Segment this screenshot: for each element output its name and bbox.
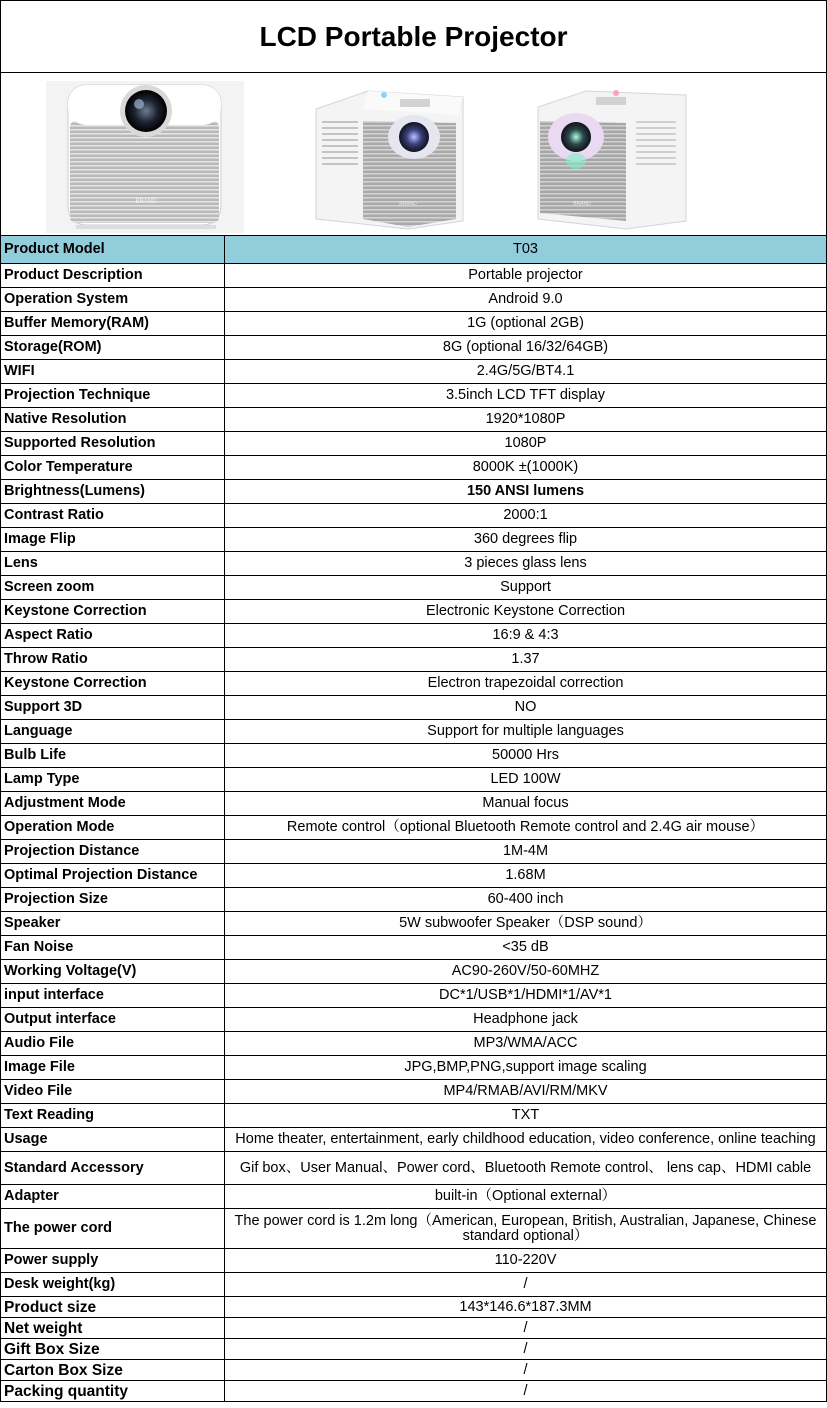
spec-row xyxy=(1,648,827,672)
spec-value: LED 100W xyxy=(225,768,827,792)
spec-value: AC90-260V/50-60MHZ xyxy=(225,960,827,984)
spec-label: The power cord xyxy=(1,1209,225,1249)
spec-value: 8G (optional 16/32/64GB) xyxy=(225,336,827,360)
spec-row xyxy=(1,336,827,360)
spec-label: Projection Technique xyxy=(1,384,225,408)
spec-label: Storage(ROM) xyxy=(1,336,225,360)
spec-value: Portable projector xyxy=(225,264,827,288)
spec-row xyxy=(1,432,827,456)
spec-row xyxy=(1,1339,827,1360)
spec-value: 1M-4M xyxy=(225,840,827,864)
spec-row xyxy=(1,696,827,720)
spec-value: / xyxy=(225,1339,827,1360)
spec-value: JPG,BMP,PNG,support image scaling xyxy=(225,1056,827,1080)
spec-label: Gift Box Size xyxy=(1,1339,225,1360)
spec-row xyxy=(1,288,827,312)
projector-angle-image-1 xyxy=(308,81,470,233)
spec-label: Working Voltage(V) xyxy=(1,960,225,984)
spec-label: Brightness(Lumens) xyxy=(1,480,225,504)
spec-label: Supported Resolution xyxy=(1,432,225,456)
spec-value: 150 ANSI lumens xyxy=(225,480,827,504)
svg-text:BRAND: BRAND xyxy=(135,199,157,205)
spec-label: Adjustment Mode xyxy=(1,792,225,816)
spec-label: Aspect Ratio xyxy=(1,624,225,648)
spec-value: <35 dB xyxy=(225,936,827,960)
spec-label: Image File xyxy=(1,1056,225,1080)
spec-row xyxy=(1,792,827,816)
spec-label: Net weight xyxy=(1,1318,225,1339)
spec-row xyxy=(1,1152,827,1185)
spec-row xyxy=(1,600,827,624)
spec-value: 3 pieces glass lens xyxy=(225,552,827,576)
spec-value: 8000K ±(1000K) xyxy=(225,456,827,480)
spec-value: / xyxy=(225,1381,827,1402)
spec-value: 3.5inch LCD TFT display xyxy=(225,384,827,408)
spec-row xyxy=(1,1381,827,1402)
spec-value: Manual focus xyxy=(225,792,827,816)
spec-value: T03 xyxy=(225,236,827,264)
title-row xyxy=(0,0,827,72)
spec-value: built-in（Optional external） xyxy=(225,1185,827,1209)
spec-row xyxy=(1,264,827,288)
spec-row xyxy=(1,504,827,528)
spec-row xyxy=(1,528,827,552)
spec-value: 16:9 & 4:3 xyxy=(225,624,827,648)
spec-value: 1080P xyxy=(225,432,827,456)
spec-label: Projection Distance xyxy=(1,840,225,864)
spec-label: Buffer Memory(RAM) xyxy=(1,312,225,336)
spec-value: 1.68M xyxy=(225,864,827,888)
spec-label: Standard Accessory xyxy=(1,1152,225,1185)
spec-value: Support xyxy=(225,576,827,600)
spec-value: Gif box、User Manual、Power cord、Bluetooth Remote control、 lens cap、HDMI cable xyxy=(225,1152,827,1185)
spec-row xyxy=(1,984,827,1008)
spec-value: Android 9.0 xyxy=(225,288,827,312)
spec-value: Electron trapezoidal correction xyxy=(225,672,827,696)
spec-value: The power cord is 1.2m long（American, European, British, Australian, Japanese, Chinese standard optional） xyxy=(225,1209,827,1249)
spec-label: Output interface xyxy=(1,1008,225,1032)
spec-row xyxy=(1,1185,827,1209)
spec-label: Audio File xyxy=(1,1032,225,1056)
spec-value: 5W subwoofer Speaker（DSP sound） xyxy=(225,912,827,936)
spec-value: TXT xyxy=(225,1104,827,1128)
spec-value: NO xyxy=(225,696,827,720)
spec-row xyxy=(1,1360,827,1381)
page-title: LCD Portable Projector xyxy=(259,20,568,52)
spec-row xyxy=(1,744,827,768)
spec-value: 2000:1 xyxy=(225,504,827,528)
svg-text:BRAND: BRAND xyxy=(573,201,591,207)
spec-label: Projection Size xyxy=(1,888,225,912)
spec-value: 1.37 xyxy=(225,648,827,672)
spec-row xyxy=(1,1297,827,1318)
spec-row xyxy=(1,912,827,936)
spec-value: MP4/RMAB/AVI/RM/MKV xyxy=(225,1080,827,1104)
spec-label: Screen zoom xyxy=(1,576,225,600)
spec-table xyxy=(0,235,827,1402)
spec-label: Video File xyxy=(1,1080,225,1104)
spec-label: Language xyxy=(1,720,225,744)
spec-label: Usage xyxy=(1,1128,225,1152)
spec-label: Keystone Correction xyxy=(1,672,225,696)
spec-row xyxy=(1,936,827,960)
spec-row xyxy=(1,768,827,792)
spec-value: / xyxy=(225,1360,827,1381)
spec-label: Native Resolution xyxy=(1,408,225,432)
spec-row xyxy=(1,312,827,336)
spec-label: Contrast Ratio xyxy=(1,504,225,528)
spec-label: Product size xyxy=(1,1297,225,1318)
spec-label: Operation Mode xyxy=(1,816,225,840)
spec-label: Bulb Life xyxy=(1,744,225,768)
spec-row xyxy=(1,480,827,504)
spec-label: Carton Box Size xyxy=(1,1360,225,1381)
spec-label: Adapter xyxy=(1,1185,225,1209)
spec-row xyxy=(1,552,827,576)
spec-row xyxy=(1,1080,827,1104)
spec-value: Support for multiple languages xyxy=(225,720,827,744)
spec-value: 1920*1080P xyxy=(225,408,827,432)
projector-front-image xyxy=(46,81,244,233)
spec-row xyxy=(1,1008,827,1032)
spec-label: Fan Noise xyxy=(1,936,225,960)
spec-label: Keystone Correction xyxy=(1,600,225,624)
spec-value: DC*1/USB*1/HDMI*1/AV*1 xyxy=(225,984,827,1008)
spec-label: Text Reading xyxy=(1,1104,225,1128)
spec-value: Remote control（optional Bluetooth Remote control and 2.4G air mouse） xyxy=(225,816,827,840)
spec-value: 110-220V xyxy=(225,1249,827,1273)
spec-row xyxy=(1,672,827,696)
spec-label: input interface xyxy=(1,984,225,1008)
spec-label: Lamp Type xyxy=(1,768,225,792)
spec-row xyxy=(1,1104,827,1128)
spec-label: Product Description xyxy=(1,264,225,288)
spec-label: Lens xyxy=(1,552,225,576)
spec-value: / xyxy=(225,1273,827,1297)
spec-value: 143*146.6*187.3MM xyxy=(225,1297,827,1318)
spec-row xyxy=(1,408,827,432)
spec-value: Electronic Keystone Correction xyxy=(225,600,827,624)
spec-row xyxy=(1,1056,827,1080)
spec-row xyxy=(1,360,827,384)
spec-row xyxy=(1,864,827,888)
spec-row xyxy=(1,1273,827,1297)
spec-row xyxy=(1,816,827,840)
spec-row xyxy=(1,1249,827,1273)
spec-label: Optimal Projection Distance xyxy=(1,864,225,888)
spec-label: WIFI xyxy=(1,360,225,384)
product-images-row xyxy=(0,72,827,235)
spec-row xyxy=(1,456,827,480)
spec-label: Desk weight(kg) xyxy=(1,1273,225,1297)
spec-value: 360 degrees flip xyxy=(225,528,827,552)
spec-label: Throw Ratio xyxy=(1,648,225,672)
spec-row xyxy=(1,1032,827,1056)
spec-row xyxy=(1,888,827,912)
spec-value: 2.4G/5G/BT4.1 xyxy=(225,360,827,384)
spec-row xyxy=(1,576,827,600)
spec-label: Speaker xyxy=(1,912,225,936)
spec-value: 50000 Hrs xyxy=(225,744,827,768)
spec-row xyxy=(1,624,827,648)
spec-value: Home theater, entertainment, early childhood education, video conference, online teaching xyxy=(225,1128,827,1152)
spec-value: Headphone jack xyxy=(225,1008,827,1032)
spec-row xyxy=(1,960,827,984)
spec-row xyxy=(1,384,827,408)
svg-text:BRAND: BRAND xyxy=(399,201,417,207)
spec-label: Image Flip xyxy=(1,528,225,552)
spec-row xyxy=(1,236,827,264)
projector-angle-image-2 xyxy=(526,81,692,233)
spec-label: Power supply xyxy=(1,1249,225,1273)
spec-label: Color Temperature xyxy=(1,456,225,480)
spec-row xyxy=(1,1128,827,1152)
spec-row xyxy=(1,1318,827,1339)
spec-value: 60-400 inch xyxy=(225,888,827,912)
spec-value: MP3/WMA/ACC xyxy=(225,1032,827,1056)
spec-label: Support 3D xyxy=(1,696,225,720)
spec-label: Packing quantity xyxy=(1,1381,225,1402)
spec-row xyxy=(1,1209,827,1249)
spec-value: / xyxy=(225,1318,827,1339)
spec-row xyxy=(1,720,827,744)
spec-label: Operation System xyxy=(1,288,225,312)
spec-value: 1G (optional 2GB) xyxy=(225,312,827,336)
spec-label: Product Model xyxy=(1,236,225,264)
spec-row xyxy=(1,840,827,864)
